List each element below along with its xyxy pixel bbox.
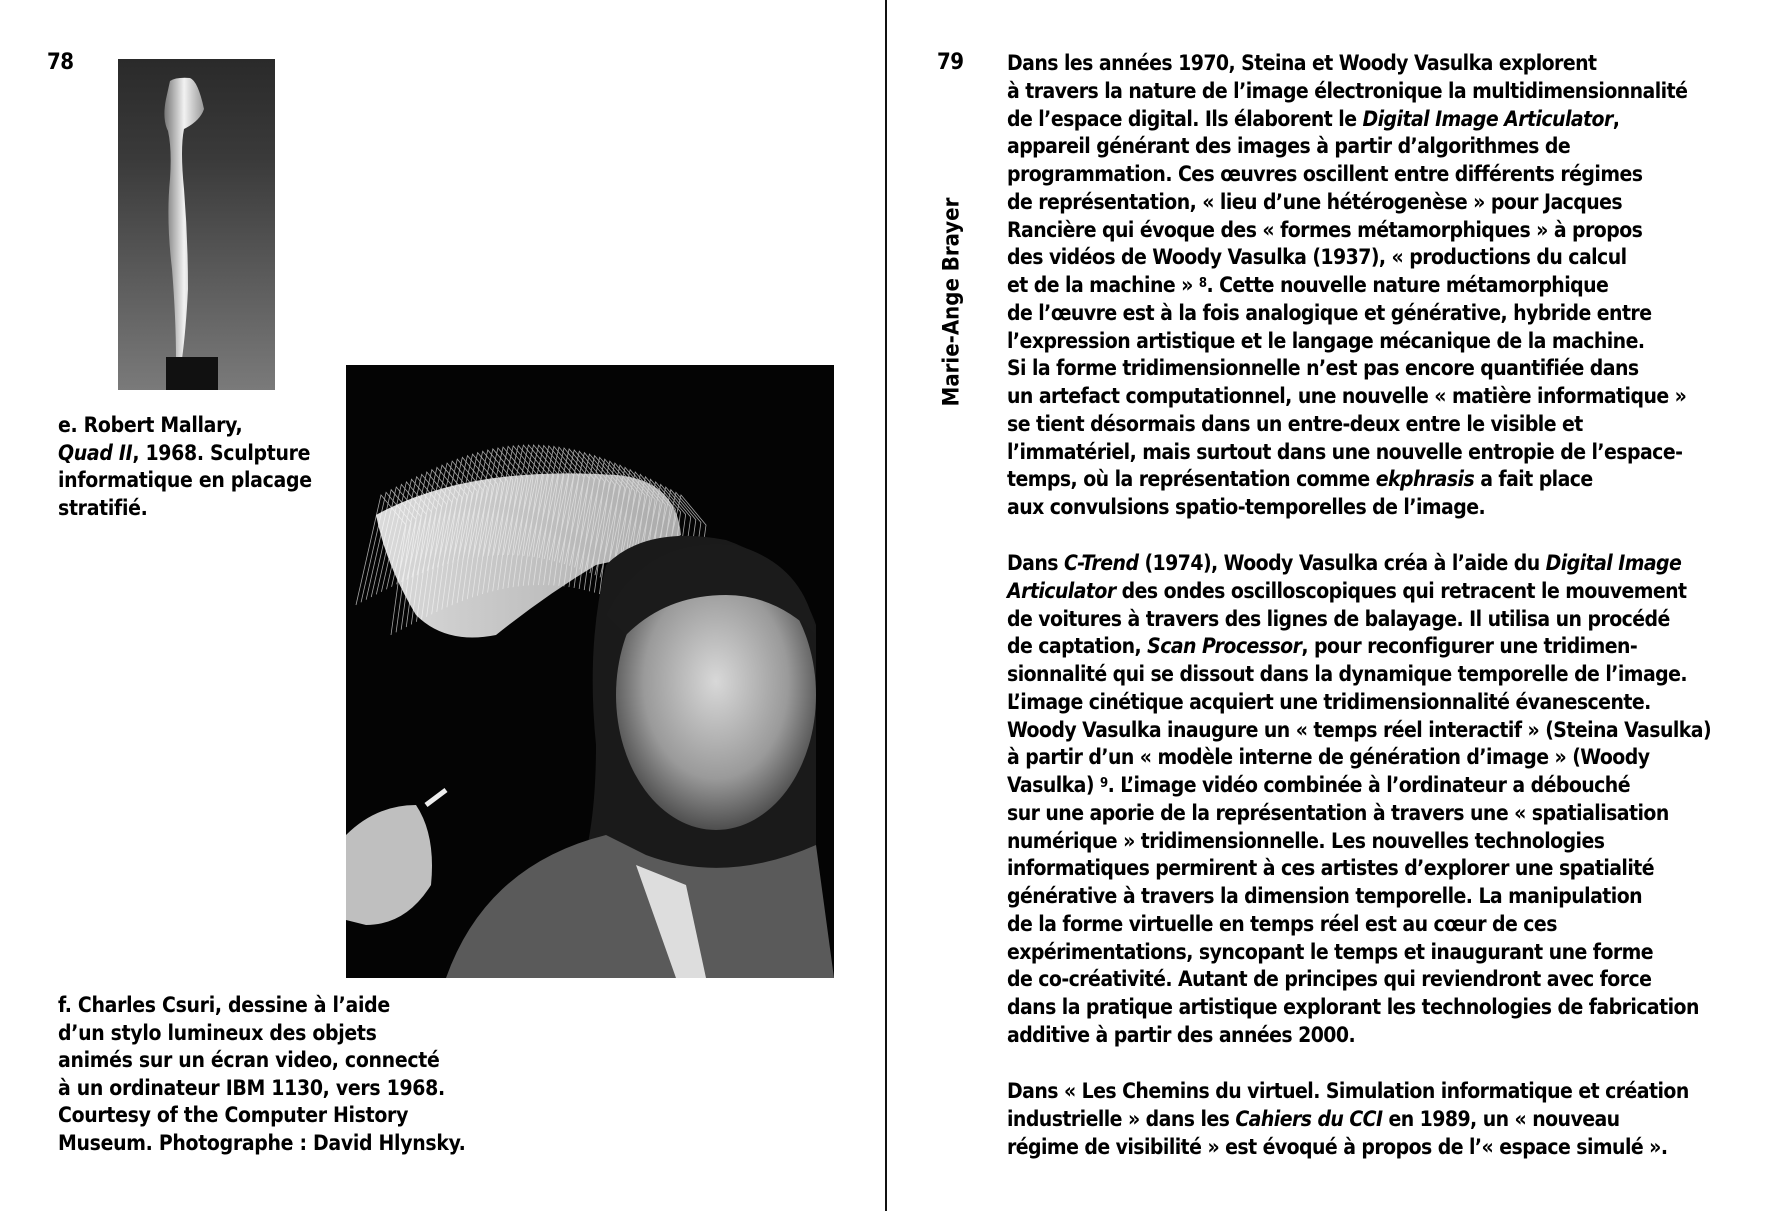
text-run: . Cette nouvelle nature métamorphique	[1206, 273, 1609, 297]
text-run: de représentation, « lieu d’une hétérogenèse » pour Jacques	[1007, 189, 1623, 214]
text-line	[1007, 744, 1711, 772]
text-run: à un ordinateur IBM 1130, vers 1968.	[58, 1075, 445, 1100]
italic-title: C-Trend	[1063, 551, 1139, 575]
text-run: Dans	[1007, 551, 1064, 575]
text-line	[1007, 939, 1711, 967]
text-line	[1007, 633, 1711, 661]
text-run: (1974), Woody Vasulka créa à l’aide du	[1138, 551, 1546, 575]
text-run: f. Charles Csuri, dessine à l’aide	[58, 993, 390, 1017]
text-run: Rancière qui évoque des « formes métamorphiques » à propos	[1007, 217, 1643, 242]
text-line	[1007, 133, 1687, 161]
text-run: L’image cinétique acquiert une tridimensionnalité évanescente.	[1007, 689, 1651, 714]
text-line	[1007, 911, 1711, 939]
text-line	[1007, 1078, 1689, 1106]
text-line	[1007, 994, 1711, 1022]
text-line	[1007, 189, 1687, 217]
text-run: Courtesy of the Computer History	[58, 1103, 409, 1128]
text-line	[58, 412, 312, 440]
text-run: aux convulsions spatio-temporelles de l’image.	[1007, 495, 1486, 519]
page-gutter-divider	[885, 0, 887, 1211]
text-run: à travers la nature de l’image électronique la multidimensionnalité	[1007, 78, 1688, 103]
text-line	[1007, 50, 1687, 78]
sculpture-illustration	[118, 59, 275, 390]
text-line	[1007, 800, 1711, 828]
text-line	[1007, 578, 1711, 606]
text-line	[1007, 883, 1711, 911]
text-run: appareil générant des images à partir d’algorithmes de	[1007, 134, 1571, 159]
text-run: sur une aporie de la représentation à travers une « spatialisation	[1007, 800, 1669, 825]
text-line	[1007, 272, 1687, 300]
text-run: dans la pratique artistique explorant les technologies de fabrication	[1007, 995, 1699, 1019]
text-line	[1007, 606, 1711, 634]
text-run: Dans « Les Chemins du virtuel. Simulation informatique et création	[1007, 1079, 1689, 1103]
text-run: et de la machine »	[1007, 273, 1199, 297]
text-run: Dans les années 1970, Steina et Woody Vasulka explorent	[1007, 51, 1597, 75]
text-run: un artefact computationnel, une nouvelle « matière informatique »	[1007, 384, 1687, 408]
text-line	[1007, 383, 1687, 411]
text-line	[1007, 1106, 1689, 1134]
text-line	[1007, 717, 1711, 745]
sculpture-photo	[118, 59, 275, 390]
text-line	[1007, 828, 1711, 856]
italic-title: Cahiers du CCI	[1235, 1106, 1383, 1131]
text-line	[1007, 966, 1711, 994]
text-run: en 1989, un « nouveau	[1382, 1106, 1620, 1131]
page-number-left: 78	[47, 50, 74, 75]
italic-title: Scan Processor	[1147, 634, 1302, 659]
text-line	[1007, 689, 1711, 717]
text-line	[58, 1130, 466, 1158]
text-line	[1007, 411, 1687, 439]
text-line	[1007, 300, 1687, 328]
text-run: de l’œuvre est à la fois analogique et générative, hybride entre	[1007, 300, 1652, 325]
text-run: ,	[1612, 106, 1620, 131]
text-run: industrielle » dans les	[1007, 1106, 1236, 1131]
italic-title: ekphrasis	[1375, 467, 1475, 492]
text-run: informatique en placage	[58, 468, 312, 493]
figure-caption-e	[58, 412, 312, 522]
text-run: . L’image vidéo combinée à l’ordinateur a débouché	[1107, 773, 1630, 797]
text-line	[1007, 439, 1687, 467]
text-line	[1007, 1022, 1711, 1050]
text-line	[58, 495, 312, 523]
text-run: de voitures à travers des lignes de balayage. Il utilisa un procédé	[1007, 606, 1670, 631]
text-line	[1007, 217, 1687, 245]
text-run: générative à travers la dimension temporelle. La manipulation	[1007, 884, 1643, 908]
text-run: Si la forme tridimensionnelle n’est pas encore quantifiée dans	[1007, 356, 1639, 381]
text-line	[58, 992, 466, 1020]
text-run: numérique » tridimensionnelle. Les nouvelles technologies	[1007, 828, 1605, 853]
text-line	[58, 1075, 466, 1103]
text-line	[1007, 661, 1711, 689]
text-run: de la forme virtuelle en temps réel est au cœur de ces	[1007, 911, 1557, 936]
body-paragraph-2	[1007, 550, 1711, 1050]
text-run: de captation,	[1007, 634, 1148, 659]
text-line	[58, 467, 312, 495]
text-run: stratifié.	[58, 495, 148, 520]
body-paragraph-1	[1007, 50, 1687, 522]
text-run: à partir d’un « modèle interne de génération d’image » (Woody	[1007, 745, 1650, 770]
author-name-vertical: Marie-Ange Brayer	[939, 197, 965, 407]
text-run: informatiques permirent à ces artistes d’explorer une spatialité	[1007, 856, 1655, 881]
text-run: Woody Vasulka inaugure un « temps réel interactif » (Steina Vasulka)	[1007, 717, 1712, 742]
csuri-portrait-illustration	[346, 365, 834, 978]
text-line	[1007, 161, 1687, 189]
text-run: régime de visibilité » est évoqué à propos de l’« espace simulé ».	[1007, 1134, 1668, 1159]
footnote-reference: 8	[1198, 276, 1207, 291]
text-line	[1007, 550, 1711, 578]
text-line	[1007, 855, 1711, 883]
text-run: animés sur un écran video, connecté	[58, 1048, 440, 1073]
text-run: se tient désormais dans un entre-deux entre le visible et	[1007, 411, 1583, 436]
italic-title: Digital Image Articulator	[1362, 106, 1613, 131]
text-run: de l’espace digital. Ils élaborent le	[1007, 106, 1363, 131]
text-run: additive à partir des années 2000.	[1007, 1022, 1356, 1047]
page-number-right: 79	[937, 50, 964, 75]
text-run: a fait place	[1474, 467, 1593, 492]
text-line	[58, 1047, 466, 1075]
italic-title: Articulator	[1007, 578, 1116, 603]
text-line	[1007, 106, 1687, 134]
text-line	[1007, 355, 1687, 383]
text-run: temps, où la représentation comme	[1007, 467, 1376, 492]
text-run: Museum. Photographe : David Hlynsky.	[58, 1130, 466, 1155]
body-paragraph-3	[1007, 1078, 1689, 1161]
text-run: , 1968. Sculpture	[132, 440, 311, 465]
portrait-photo	[346, 365, 834, 978]
text-run: l’expression artistique et le langage mécanique de la machine.	[1007, 328, 1645, 353]
text-run: l’immatériel, mais surtout dans une nouvelle entropie de l’espace-	[1007, 439, 1683, 464]
text-run: de co-créativité. Autant de principes qui reviendront avec force	[1007, 967, 1652, 992]
text-run: , pour reconfigurer une tridimen-	[1301, 634, 1638, 659]
text-line	[1007, 466, 1687, 494]
figure-caption-f	[58, 992, 466, 1158]
text-run: Vasulka)	[1007, 773, 1100, 797]
text-run: des ondes oscilloscopiques qui retracent le mouvement	[1115, 578, 1687, 603]
text-line	[1007, 244, 1687, 272]
text-run: expérimentations, syncopant le temps et inaugurant une forme	[1007, 939, 1654, 964]
text-line	[1007, 328, 1687, 356]
text-run: sionnalité qui se dissout dans la dynamique temporelle de l’image.	[1007, 662, 1688, 686]
text-line	[1007, 78, 1687, 106]
italic-title: Quad II	[58, 440, 133, 465]
text-line	[1007, 1134, 1689, 1162]
text-run: d’un stylo lumineux des objets	[58, 1020, 377, 1045]
text-run: e. Robert Mallary,	[58, 413, 243, 437]
footnote-reference: 9	[1099, 776, 1108, 791]
text-line	[58, 440, 312, 468]
italic-title: Digital Image	[1545, 551, 1682, 575]
text-run: programmation. Ces œuvres oscillent entre différents régimes	[1007, 162, 1643, 186]
text-run: des vidéos de Woody Vasulka (1937), « productions du calcul	[1007, 245, 1627, 270]
text-line	[1007, 772, 1711, 800]
text-line	[58, 1102, 466, 1130]
text-line	[58, 1020, 466, 1048]
text-line	[1007, 494, 1687, 522]
